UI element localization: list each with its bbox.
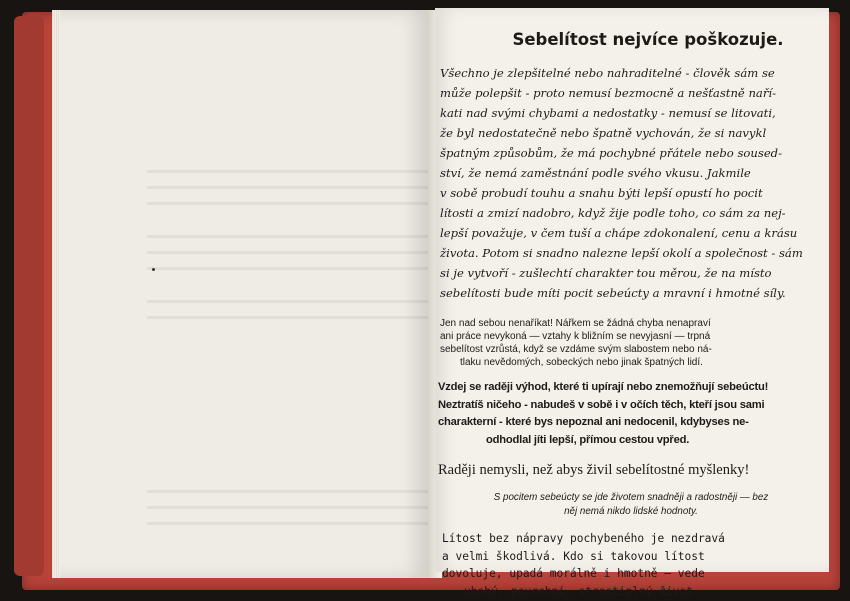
- text-line: ubohý, povrchní, strastiplný život.: [464, 584, 700, 598]
- bleed-through-line: [147, 202, 447, 205]
- text-line: dovoluje, upadá morálně i hmotně — vede: [442, 567, 705, 581]
- text-line: Lítost bez nápravy pochybeného je nezdravá: [442, 532, 725, 546]
- right-page-content: [440, 30, 818, 600]
- bleed-through-line: [147, 267, 447, 270]
- paragraph-3: [438, 379, 818, 449]
- text-line: života. Potom si snadno nalezne lepší okolí a společnost - sám: [440, 246, 803, 260]
- text-line: odhodlal jíti lepší, přímou cestou vpřed.: [486, 433, 690, 446]
- paragraph-2: [440, 317, 818, 369]
- text-line: lepší považuje, v čem tuší a chápe zdokonalení, cenu a krásu: [440, 226, 798, 240]
- bleed-through-line: [147, 186, 447, 189]
- text-line: ani práce nevykoná — vztahy k bližním se nevyjasní — trpná: [440, 331, 711, 342]
- text-line: Jen nad sebou nenaříkat! Nářkem se žádná chyba nenapraví: [440, 318, 711, 329]
- text-line: sebelítosti bude míti pocit sebeúcty a mravní i hmotné síly.: [440, 286, 786, 300]
- text-line: v sobě probudí touhu a snahu býti lepší opustí ho pocit: [440, 186, 763, 200]
- paragraph-4: Raději nemysli, než abys živil sebelítostné myšlenky!: [438, 462, 750, 479]
- bleed-through-line: [147, 506, 447, 509]
- text-line: špatným způsobům, že má pochybné přátele nebo soused-: [440, 146, 783, 160]
- bleed-through-line: [147, 235, 447, 238]
- left-page: [52, 10, 430, 578]
- cover-spine-edge: [14, 16, 44, 576]
- text-line: a velmi škodlivá. Kdo si takovou lítost: [442, 549, 705, 563]
- text-line: Neztratíš ničeho - nabudeš v sobě i v očích těch, kteří jsou sami: [438, 398, 765, 411]
- bleed-through-line: [147, 316, 447, 319]
- paragraph-6: [442, 530, 818, 600]
- text-line: může polepšit - proto nemusí bezmocně a nešťastně naří-: [440, 86, 776, 100]
- ink-dot: [152, 268, 155, 271]
- bleed-through-line: [147, 300, 447, 303]
- bleed-through-line: [147, 490, 447, 493]
- text-line: něj nemá nikdo lidské hodnoty.: [564, 505, 698, 517]
- text-line: Vzdej se raději výhod, které ti upírají nebo znemožňují sebeúctu!: [438, 381, 769, 393]
- text-line: sebelítost vzrůstá, když se vzdáme svým slabostem nebo ná-: [440, 344, 712, 355]
- page-heading: Sebelítost nejvíce poškozuje.: [512, 30, 784, 49]
- text-line: S pocitem sebeúcty se jde životem snadněji a radostněji — bez: [493, 492, 769, 504]
- text-line: Všechno je zlepšitelné nebo nahraditelné - člověk sám se: [440, 66, 775, 80]
- paragraph-5: [444, 491, 818, 518]
- bleed-through-line: [147, 251, 447, 254]
- text-line: že byl nedostatečně nebo špatně vychován, že si navykl: [440, 126, 767, 140]
- bleed-through-line: [147, 522, 447, 525]
- paragraph-1: [440, 63, 818, 303]
- bleed-through-line: [147, 170, 447, 173]
- page-stack-edge: [52, 10, 60, 578]
- text-line: charakterní - které bys nepoznal ani nedocenil, kdybyses ne-: [438, 416, 749, 429]
- text-line: ství, že nemá zaměstnání podle svého vkusu. Jakmile: [440, 166, 751, 180]
- text-line: kati nad svými chybami a nedostatky - nemusí se litovati,: [440, 106, 776, 120]
- text-line: tlaku nevědomých, sobeckých nebo jinak špatných lidí.: [460, 357, 703, 368]
- text-line: si je vytvoří - zušlechtí charakter tou měrou, že na místo: [440, 266, 772, 280]
- text-line: lítosti a zmizí nadobro, když žije podle toho, co sám za nej-: [440, 206, 786, 220]
